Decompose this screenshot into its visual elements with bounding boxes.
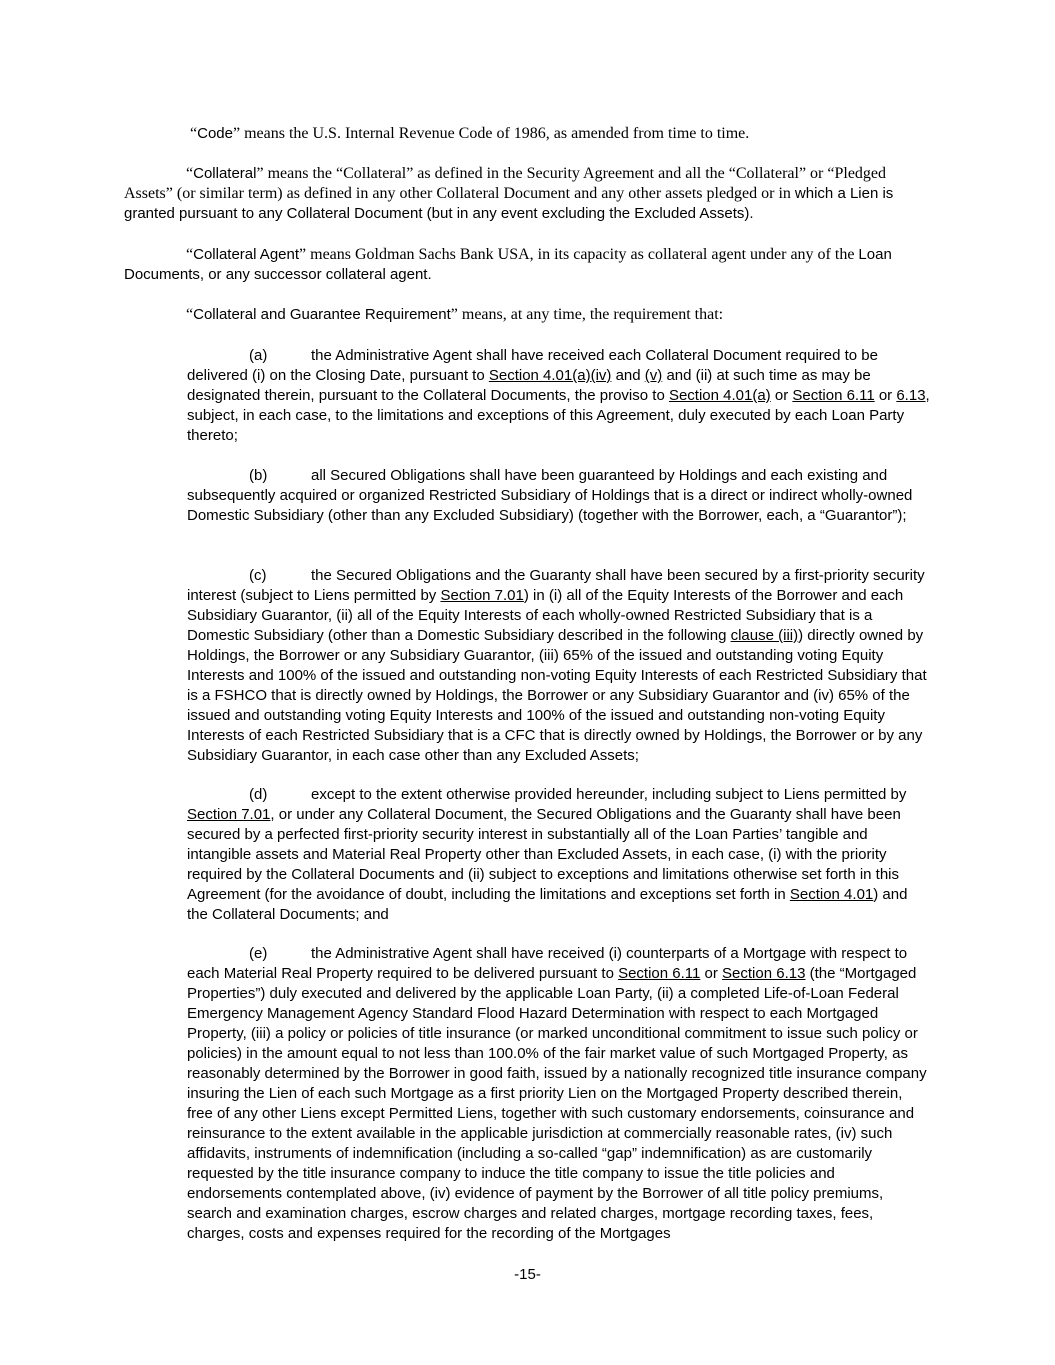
term-code: Code <box>197 125 233 142</box>
definition-cgr-text: means, at any time, the requirement that: <box>457 306 724 323</box>
link-section-4-01-a-iv[interactable]: Section 4.01(a)(iv) <box>488 367 612 384</box>
link-section-7-01-d[interactable]: Section 7.01 <box>187 806 271 823</box>
clause-d-label: (d) <box>249 786 268 803</box>
definition-collateral-agent: “Collateral Agent” means Goldman Sachs Bank USA, in its capacity as collateral agent under any of the Loan Documents, or any successor collateral agent. <box>124 246 892 283</box>
clause-d-text: except to the extent otherwise provided hereunder, including subject to Liens permitted by <box>311 786 907 803</box>
definition-code: “Code” means the U.S. Internal Revenue Code of 1986, as amended from time to time. <box>190 125 750 142</box>
clause-b-text: all Secured Obligations shall have been guaranteed by Holdings and each existing and subsequently acquired or organized Restricted Subsidiary of Holdings that is a direct or indirect wholly-owned Domestic Subsidiary (other than any Excluded Subsidiary) (together with the Borrower, each, a “ <box>187 467 913 524</box>
clause-a-text-4: or <box>770 387 793 404</box>
clause-a <box>187 346 932 446</box>
clause-a-label: (a) <box>249 347 268 364</box>
clause-b-label: (b) <box>249 467 268 484</box>
link-clause-iii[interactable]: clause (iii) <box>730 627 799 644</box>
clause-a-text-6: , subject, in each case, to the limitations and exceptions of this Agreement, duly executed by each Loan Party thereto; <box>187 387 930 444</box>
definition-collateral-guarantee-requirement: “Collateral and Guarantee Requirement” means, at any time, the requirement that: <box>186 306 724 323</box>
clause-c <box>187 566 932 766</box>
term-guarantor: Guarantor <box>824 507 893 524</box>
clause-c-text: the Secured Obligations and the Guaranty shall have been secured by a first-priority security interest (subject to Liens permitted by <box>187 567 925 604</box>
clause-a-text: the Administrative Agent shall have received each Collateral Document required to be delivered (i) on the Closing Date, pursuant to <box>187 347 878 384</box>
link-section-7-01[interactable]: Section 7.01 <box>440 587 524 604</box>
clause-b <box>187 466 932 526</box>
clause-c-text-3: ) directly owned by Holdings, the Borrower or any Subsidiary Guarantor, (iii) 65% of the issued and outstanding voting Equity Interests and 100% of the issued and outstanding non-voting Equity Interests of each Restricted Subsidiary that is a FSHCO that is directly owned by Holdings, the Borrower or any Subsidiary Guarantor and (iv) 65% of the issued and outstanding voting Equity Interests and 100% of the issued and outstanding non-voting Equity Interests of each Restricted Subsidiary that is a CFC that is directly owned by Holdings, the Borrower or by any Subsidiary Guarantor, in each case other than any Excluded Assets; <box>187 627 927 764</box>
link-section-6-11-e[interactable]: Section 6.11 <box>618 965 701 982</box>
link-section-4-01[interactable]: Section 4.01 <box>789 886 874 903</box>
link-v[interactable]: (v) <box>644 367 663 384</box>
link-section-6-13[interactable]: Section 6.13 <box>722 965 806 982</box>
clause-a-text-2: and <box>611 367 645 384</box>
definition-code-text: means the U.S. Internal Revenue Code of 1986, as amended from time to time. <box>240 125 750 142</box>
link-6-13[interactable]: 6.13 <box>896 387 926 404</box>
term-collateral: Collateral <box>193 165 257 182</box>
definition-collateral-agent-text: means Goldman Sachs Bank USA, in its capacity as collateral agent under any of the <box>306 246 859 263</box>
clause-d-text-3: ) and the Collateral Documents; and <box>187 886 908 923</box>
term-collateral-agent: Collateral Agent <box>193 246 300 263</box>
clause-e-label: (e) <box>249 945 268 962</box>
definition-collateral-text: means the “Collateral” as defined in the Security Agreement and all the “Collateral” or “Pledged Assets” (or similar term) as defined in any other Collateral Document and any other assets pledged or in <box>124 165 887 202</box>
clause-c-label: (c) <box>249 567 267 584</box>
clause-e-text-4: ”) duly executed and delivered by the applicable Loan Party, (ii) a completed Life-of-Loan Federal Emergency Management Agency Standard Flood Hazard Determination with respect to each Mortgaged Property, (iii) a policy or policies of title insurance (or marked unconditional commitment to issue such policy or policies) in the amount equal to not less than 100.0% of the fair market value of such Mortgaged Property, as reasonably determined by the Borrower in good faith, issued by a nationally recognized title insurance company insuring the Lien of each such Mortgage as a first priority Lien on the Mortgaged Property described therein, free of any other Liens except Permitted Liens, together with such customary endorsements, coinsurance and reinsurance to the extent available in the applicable jurisdiction at commercially reasonable rates, (iv) such affidavits, instruments of indemnification (including a so-called “gap” indemnification) as are customarily requested by the title insurance company to induce the title company to issue the title policies and endorsements contemplated above, (iv) evidence of payment by the Borrower of all title policy premiums, search and examination charges, escrow charges and related charges, mortgage recording taxes, fees, charges, costs and expenses required for the recording of the Mortgages <box>187 985 927 1242</box>
definition-collateral: “Collateral” means the “Collateral” as defined in the Security Agreement and all the “Collateral” or “Pledged Assets” (or similar term) as defined in any other Collateral Document and any other assets pledged or in which a Lien is granted pursuant to any Collateral Document (but in any event excluding the Excluded Assets). <box>124 165 894 222</box>
clause-d-text-2: , or under any Collateral Document, the Secured Obligations and the Guaranty shall have been secured by a perfected first-priority security interest in substantially all of the Loan Parties’ tangible and intangible assets and Material Real Property other than Excluded Assets, in each case, (i) with the priority required by the Collateral Documents and (ii) subject to exceptions and limitations otherwise set forth in this Agreement (for the avoidance of doubt, including the limitations and exceptions set forth in <box>187 806 901 903</box>
link-section-4-01-a[interactable]: Section 4.01(a) <box>668 387 771 404</box>
definition-collateral-text-2: which a Lien is granted pursuant to any Collateral Document (but in any event excluding the Excluded Assets). <box>124 185 894 222</box>
clause-d <box>187 785 932 925</box>
clause-e-text-3: (the “ <box>805 965 845 982</box>
clause-a-text-5: or <box>874 387 897 404</box>
term-collateral-guarantee-requirement: Collateral and Guarantee Requirement <box>193 306 451 323</box>
link-section-6-11[interactable]: Section 6.11 <box>792 387 875 404</box>
page-number: -15- <box>514 1266 541 1283</box>
clause-e <box>187 944 932 1244</box>
clause-e-text-2: or <box>700 965 723 982</box>
clause-b-text-2: ”); <box>892 507 907 524</box>
term-mortgaged-properties: Mortgaged Properties <box>187 965 917 1002</box>
definition-collateral-agent-text-2: Loan Documents, or any successor collateral agent. <box>124 246 892 283</box>
clause-a-text-3: and (ii) at such time as may be designated therein, pursuant to the Collateral Documents, the proviso to <box>187 367 871 404</box>
clause-c-text-2: ) in (i) all of the Equity Interests of the Borrower and each Subsidiary Guarantor, (ii) all of the Equity Interests of each wholly-owned Restricted Subsidiary that is a Domestic Subsidiary (other than a Domestic Subsidiary described in the following <box>187 587 904 644</box>
clause-e-text: the Administrative Agent shall have received (i) counterparts of a Mortgage with respect to each Material Real Property required to be delivered pursuant to <box>187 945 908 982</box>
